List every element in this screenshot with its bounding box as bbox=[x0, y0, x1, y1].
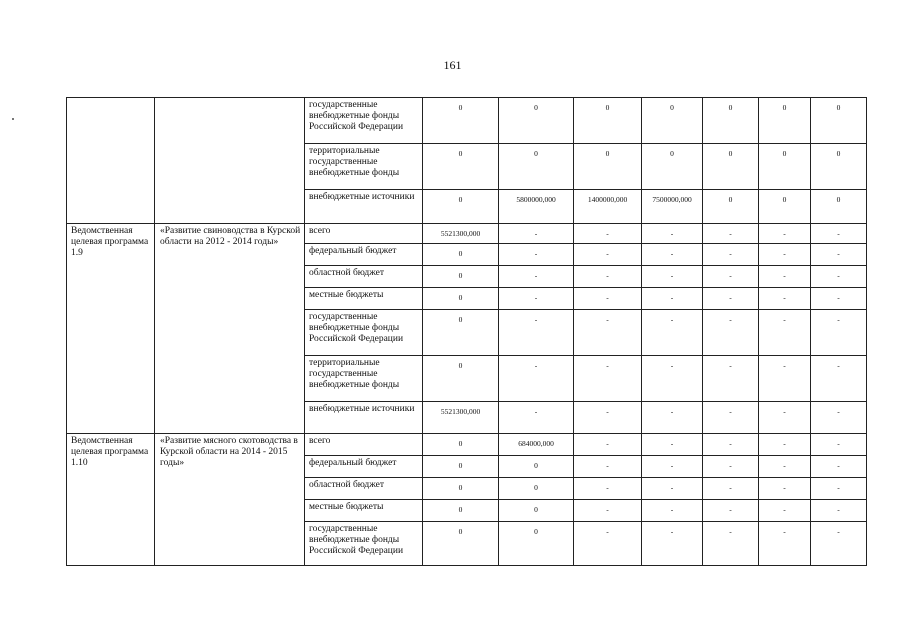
value-cell: - bbox=[574, 266, 642, 288]
value-cell: - bbox=[574, 478, 642, 500]
value-cell: - bbox=[574, 224, 642, 244]
value-cell: 0 bbox=[759, 190, 811, 224]
value-cell: 684000,000 bbox=[499, 434, 574, 456]
scan-speck bbox=[12, 118, 14, 120]
value-cell: - bbox=[811, 402, 867, 434]
value-cell: - bbox=[703, 266, 759, 288]
value-cell: 0 bbox=[423, 190, 499, 224]
value-cell: - bbox=[499, 288, 574, 310]
table-row bbox=[67, 98, 867, 144]
value-cell: 0 bbox=[423, 266, 499, 288]
value-cell: 0 bbox=[499, 144, 574, 190]
value-cell: - bbox=[574, 500, 642, 522]
value-cell: - bbox=[642, 288, 703, 310]
value-cell: - bbox=[703, 522, 759, 566]
value-cell: 0 bbox=[811, 144, 867, 190]
funding-source-cell: государственные внебюджетные фонды Российской Федерации bbox=[305, 522, 423, 566]
funding-source-cell: федеральный бюджет bbox=[305, 456, 423, 478]
value-cell: - bbox=[703, 356, 759, 402]
funding-source-cell: областной бюджет bbox=[305, 478, 423, 500]
funding-source-cell: областной бюджет bbox=[305, 266, 423, 288]
funding-source-cell: территориальные государственные внебюджетные фонды bbox=[305, 356, 423, 402]
program-cell: Ведомственная целевая программа 1.10 bbox=[67, 434, 155, 566]
budget-table bbox=[66, 97, 867, 566]
value-cell: 0 bbox=[811, 190, 867, 224]
value-cell: 0 bbox=[703, 144, 759, 190]
value-cell: - bbox=[642, 500, 703, 522]
value-cell: 0 bbox=[811, 98, 867, 144]
table-row bbox=[67, 224, 867, 244]
value-cell: 0 bbox=[423, 500, 499, 522]
value-cell: 0 bbox=[423, 456, 499, 478]
value-cell: 0 bbox=[574, 144, 642, 190]
value-cell: 0 bbox=[574, 98, 642, 144]
value-cell: 0 bbox=[423, 434, 499, 456]
program-name-cell: «Развитие свиноводства в Курской области на 2012 - 2014 годы» bbox=[155, 224, 305, 434]
value-cell: 0 bbox=[423, 144, 499, 190]
value-cell: - bbox=[499, 356, 574, 402]
value-cell: - bbox=[499, 266, 574, 288]
value-cell: - bbox=[499, 244, 574, 266]
funding-source-cell: всего bbox=[305, 224, 423, 244]
value-cell: - bbox=[574, 456, 642, 478]
funding-source-cell: всего bbox=[305, 434, 423, 456]
value-cell: - bbox=[642, 266, 703, 288]
value-cell: - bbox=[642, 310, 703, 356]
value-cell: - bbox=[574, 310, 642, 356]
value-cell: 0 bbox=[423, 356, 499, 402]
value-cell: - bbox=[759, 434, 811, 456]
value-cell: 0 bbox=[423, 310, 499, 356]
value-cell: - bbox=[642, 402, 703, 434]
value-cell: - bbox=[574, 244, 642, 266]
value-cell: - bbox=[642, 224, 703, 244]
value-cell: 0 bbox=[423, 98, 499, 144]
value-cell: - bbox=[759, 288, 811, 310]
value-cell: - bbox=[499, 402, 574, 434]
program-name-cell: «Развитие мясного скотоводства в Курской области на 2014 - 2015 годы» bbox=[155, 434, 305, 566]
value-cell: - bbox=[811, 434, 867, 456]
value-cell: 0 bbox=[642, 144, 703, 190]
value-cell: - bbox=[642, 356, 703, 402]
value-cell: - bbox=[811, 224, 867, 244]
value-cell: - bbox=[759, 522, 811, 566]
value-cell: 0 bbox=[423, 522, 499, 566]
value-cell: 5800000,000 bbox=[499, 190, 574, 224]
value-cell: 7500000,000 bbox=[642, 190, 703, 224]
value-cell: - bbox=[703, 310, 759, 356]
program-cell: Ведомственная целевая программа 1.9 bbox=[67, 224, 155, 434]
value-cell: 5521300,000 bbox=[423, 224, 499, 244]
value-cell: 0 bbox=[499, 478, 574, 500]
funding-source-cell: государственные внебюджетные фонды Российской Федерации bbox=[305, 98, 423, 144]
value-cell: - bbox=[703, 500, 759, 522]
value-cell: 0 bbox=[499, 98, 574, 144]
value-cell: 0 bbox=[499, 456, 574, 478]
value-cell: 5521300,000 bbox=[423, 402, 499, 434]
value-cell: - bbox=[811, 310, 867, 356]
funding-source-cell: внебюджетные источники bbox=[305, 402, 423, 434]
value-cell: - bbox=[811, 500, 867, 522]
table-row bbox=[67, 434, 867, 456]
value-cell: - bbox=[703, 456, 759, 478]
value-cell: - bbox=[811, 288, 867, 310]
value-cell: - bbox=[703, 244, 759, 266]
value-cell: - bbox=[811, 266, 867, 288]
value-cell: - bbox=[574, 522, 642, 566]
value-cell: - bbox=[642, 244, 703, 266]
value-cell: - bbox=[574, 402, 642, 434]
budget-table-wrapper bbox=[66, 97, 867, 566]
value-cell: - bbox=[642, 434, 703, 456]
value-cell: - bbox=[811, 456, 867, 478]
program-cell bbox=[67, 98, 155, 224]
value-cell: - bbox=[759, 456, 811, 478]
value-cell: - bbox=[574, 288, 642, 310]
value-cell: 0 bbox=[499, 500, 574, 522]
value-cell: - bbox=[703, 288, 759, 310]
value-cell: - bbox=[759, 224, 811, 244]
value-cell: - bbox=[759, 478, 811, 500]
value-cell: - bbox=[703, 224, 759, 244]
value-cell: - bbox=[703, 434, 759, 456]
funding-source-cell: внебюджетные источники bbox=[305, 190, 423, 224]
value-cell: - bbox=[811, 356, 867, 402]
value-cell: - bbox=[759, 500, 811, 522]
value-cell: - bbox=[703, 402, 759, 434]
value-cell: 0 bbox=[423, 244, 499, 266]
funding-source-cell: местные бюджеты bbox=[305, 288, 423, 310]
value-cell: - bbox=[811, 478, 867, 500]
funding-source-cell: государственные внебюджетные фонды Российской Федерации bbox=[305, 310, 423, 356]
program-name-cell bbox=[155, 98, 305, 224]
value-cell: - bbox=[759, 244, 811, 266]
value-cell: - bbox=[642, 522, 703, 566]
value-cell: 0 bbox=[759, 144, 811, 190]
value-cell: - bbox=[642, 478, 703, 500]
value-cell: 0 bbox=[642, 98, 703, 144]
funding-source-cell: местные бюджеты bbox=[305, 500, 423, 522]
value-cell: - bbox=[759, 402, 811, 434]
value-cell: - bbox=[703, 478, 759, 500]
value-cell: - bbox=[811, 522, 867, 566]
value-cell: - bbox=[759, 356, 811, 402]
value-cell: - bbox=[759, 266, 811, 288]
value-cell: 0 bbox=[759, 98, 811, 144]
funding-source-cell: территориальные государственные внебюджетные фонды bbox=[305, 144, 423, 190]
value-cell: 0 bbox=[499, 522, 574, 566]
value-cell: 0 bbox=[423, 288, 499, 310]
value-cell: 0 bbox=[703, 98, 759, 144]
page-number: 161 bbox=[443, 58, 462, 72]
value-cell: 0 bbox=[423, 478, 499, 500]
value-cell: - bbox=[499, 310, 574, 356]
value-cell: - bbox=[574, 434, 642, 456]
value-cell: - bbox=[811, 244, 867, 266]
value-cell: 1400000,000 bbox=[574, 190, 642, 224]
value-cell: - bbox=[642, 456, 703, 478]
value-cell: - bbox=[759, 310, 811, 356]
value-cell: - bbox=[499, 224, 574, 244]
value-cell: - bbox=[574, 356, 642, 402]
value-cell: 0 bbox=[703, 190, 759, 224]
funding-source-cell: федеральный бюджет bbox=[305, 244, 423, 266]
